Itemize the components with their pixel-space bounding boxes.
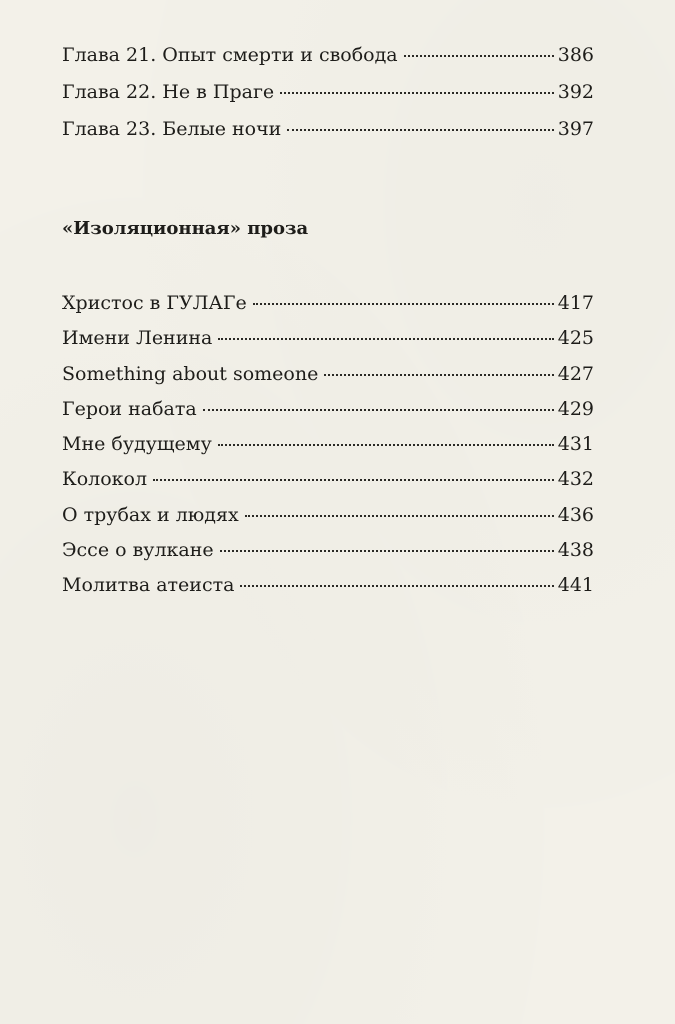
toc-entry-page: 438	[557, 539, 594, 562]
toc-leader-dots	[218, 338, 553, 340]
toc-leader-dots	[153, 479, 554, 481]
toc-leader-dots	[404, 55, 554, 57]
toc-leader-dots	[245, 515, 554, 517]
toc-entry-title: О трубах и людях	[62, 503, 239, 526]
toc-entry-page: 386	[557, 44, 594, 66]
toc-entry	[62, 468, 594, 491]
toc-entry-title: Эссе о вулкане	[62, 539, 214, 562]
toc-entry	[62, 433, 594, 456]
toc-entry-title: Колокол	[62, 468, 148, 491]
toc-entry-page: 427	[557, 362, 594, 385]
toc-entry-page: 417	[557, 292, 594, 314]
toc-leader-dots	[218, 444, 554, 446]
toc-entry	[62, 44, 594, 67]
toc-entry-title: Мне будущему	[62, 433, 212, 456]
toc-entry-page: 436	[557, 503, 594, 526]
toc-entry-page: 397	[557, 118, 594, 140]
toc-entry-title: Молитва атеиста	[62, 574, 235, 597]
toc-entry	[62, 292, 594, 315]
toc-leader-dots	[220, 550, 554, 552]
toc-leader-dots	[287, 129, 553, 131]
toc-entry	[62, 504, 594, 527]
toc-entry-title: Глава 23. Белые ночи	[62, 118, 282, 140]
toc-entry	[62, 398, 594, 421]
toc-entry	[62, 539, 594, 562]
toc-entry	[62, 118, 594, 141]
toc-entry-page: 429	[557, 397, 594, 420]
toc-entry-title: Something about someone	[62, 362, 319, 385]
section-heading: «Изоляционная» проза	[62, 218, 309, 239]
toc-entry-page: 425	[557, 327, 594, 350]
toc-entry-page: 392	[557, 81, 594, 103]
toc-entry-title: Глава 21. Опыт смерти и свобода	[62, 44, 398, 66]
toc-entry-title: Глава 22. Не в Праге	[62, 81, 275, 103]
toc-entry	[62, 574, 594, 597]
toc-section-list	[62, 292, 594, 597]
toc-leader-dots	[240, 585, 553, 587]
toc-entry-title: Христос в ГУЛАГе	[62, 292, 247, 314]
toc-entry-page: 431	[557, 433, 594, 456]
toc-leader-dots	[253, 303, 554, 305]
toc-entry	[62, 81, 594, 104]
toc-leader-dots	[203, 409, 554, 411]
toc-entry	[62, 327, 594, 350]
toc-entry-title: Имени Ленина	[62, 327, 213, 350]
toc-leader-dots	[280, 92, 554, 94]
toc-leader-dots	[324, 374, 553, 376]
toc-entry-page: 441	[557, 574, 594, 597]
toc-entry	[62, 363, 594, 386]
toc-top-list	[62, 44, 594, 141]
toc-entry-page: 432	[557, 468, 594, 491]
toc-entry-title: Герои набата	[62, 397, 197, 420]
